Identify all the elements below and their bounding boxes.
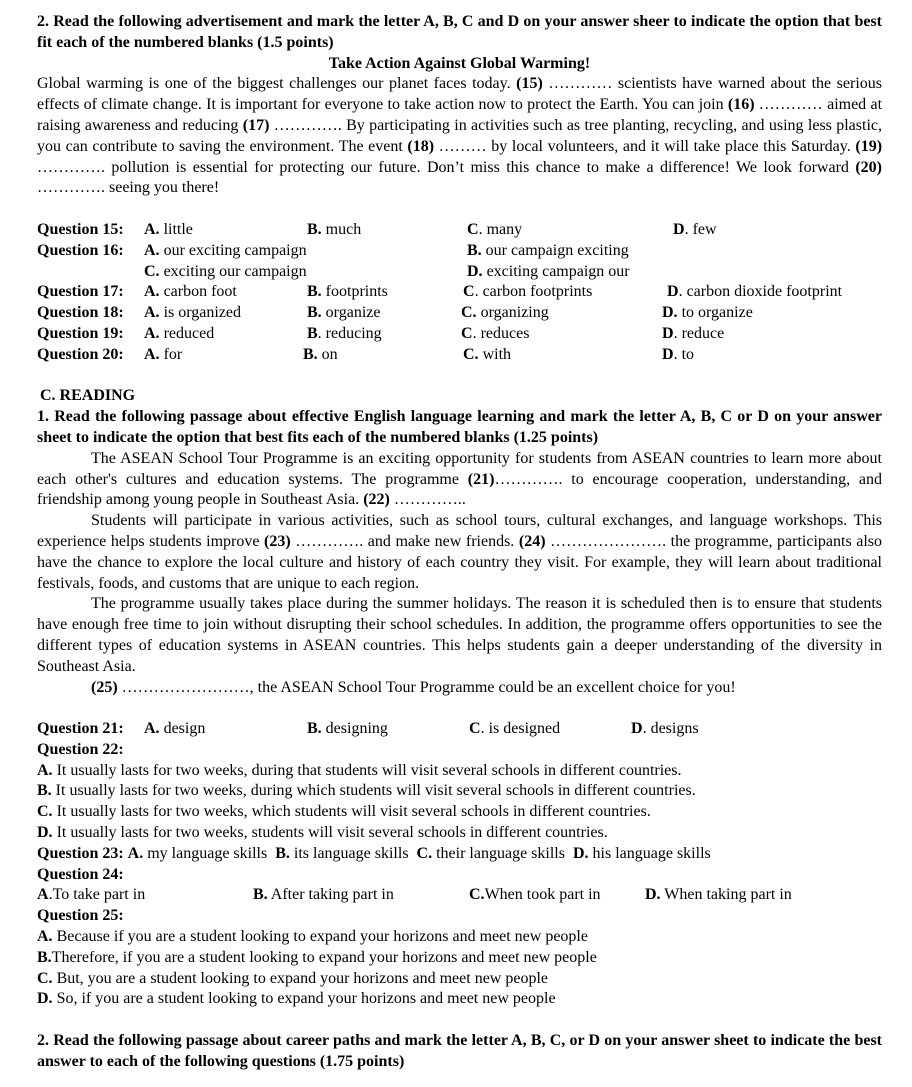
blank-19-number: (19): [855, 137, 883, 155]
question-label: Question 18:: [37, 304, 124, 322]
blank-15-number: (15): [516, 75, 543, 93]
option-d[interactable]: D. his language skills: [572, 844, 711, 862]
advert-text-segment: ……… by local volunteers, and it will take place this Saturday.: [434, 137, 856, 155]
option-b[interactable]: B. organize: [307, 304, 381, 322]
blank-24-number: (24): [518, 532, 546, 550]
option-c[interactable]: C. their language skills: [416, 844, 573, 862]
advert-text-segment: …………. pollution is essential for protecting our future. Don’t miss this chance to make a difference! We look forward: [37, 158, 856, 176]
option-c[interactable]: C. with: [463, 345, 512, 363]
question-16-row-2: [37, 262, 882, 283]
option-c[interactable]: C. organizing: [461, 304, 549, 322]
advert-title: Take Action Against Global Warming!: [328, 54, 591, 72]
option-c[interactable]: C.When took part in: [469, 886, 601, 904]
option-a[interactable]: A. carbon foot: [144, 283, 237, 301]
option-c[interactable]: C. carbon footprints: [463, 283, 593, 301]
blank-16-number: (16): [727, 96, 755, 114]
blank-25-number: (25): [91, 678, 118, 696]
question-19: [37, 324, 882, 345]
question-25-label: Question 25:: [37, 907, 124, 925]
option-c[interactable]: C. reduces: [461, 324, 530, 342]
reading-instruction: 1. Read the following passage about effective English language learning and mark the letter A, B, C or D on your answer sheet to indicate the option that best fits each of the numbered blanks (1.25 points): [37, 408, 882, 446]
question-label: Question 17:: [37, 283, 124, 301]
option-b[interactable]: B. on: [303, 345, 338, 363]
question-24-options: [37, 885, 882, 906]
blank-18-number: (18): [407, 137, 435, 155]
reading-paragraph-1: The ASEAN School Tour Programme is an exciting opportunity for students from ASEAN countries to learn more about each other's cultures and education systems. The programme (21)…………. to encourage cooperation, understanding, and friendship among young people in Southeast Asia. (22) …………..: [37, 449, 882, 509]
question-21: [37, 719, 882, 740]
advert-text-segment: Global warming is one of the biggest challenges our planet faces today.: [37, 75, 517, 93]
spacer: [37, 1010, 882, 1031]
advert-text: [37, 74, 882, 199]
option-b[interactable]: B. footprints: [307, 283, 388, 301]
option-b[interactable]: B.Therefore, if you are a student looking to expand your horizons and meet new people: [37, 948, 597, 966]
option-b[interactable]: B. After taking part in: [253, 886, 394, 904]
blank-23-number: (23): [264, 532, 291, 550]
option-a[interactable]: A. It usually lasts for two weeks, during that students will visit several schools in different countries.: [37, 761, 682, 779]
question-23: [37, 844, 882, 865]
blank-20-number: (20): [855, 158, 882, 176]
option-c[interactable]: C. many: [467, 220, 523, 238]
question-22-label: Question 22:: [37, 740, 124, 758]
question-label: Question 20:: [37, 345, 124, 363]
option-b[interactable]: B. our campaign exciting: [467, 241, 629, 259]
reading-paragraph-2: Students will participate in various activities, such as school tours, cultural exchanges, and language workshops. This experience helps students improve (23) …………. and make new friends. (24) …………………. the programme, participants also have the chance to explore the local culture and history of each country they visit. For example, they will learn about traditional festivals, foods, and customs that are unique to each region.: [37, 512, 882, 592]
career-paths-instruction: 2. Read the following passage about career paths and mark the letter A, B, C, or D on your answer sheet to indicate the best answer to each of the following questions (1.75 points): [37, 1032, 882, 1070]
question-16: [37, 241, 882, 262]
option-d[interactable]: D. designs: [631, 720, 699, 738]
option-b[interactable]: B. much: [307, 220, 362, 238]
advert-text-segment: ………… aimed at raising awareness and reducing: [37, 96, 883, 134]
option-c[interactable]: C. exciting our campaign: [144, 262, 307, 280]
question-17: [37, 282, 882, 303]
section-heading-reading: C. READING: [40, 387, 136, 405]
spacer: [37, 199, 882, 220]
question-label: Question 19:: [37, 324, 124, 342]
option-d[interactable]: D. So, if you are a student looking to expand your horizons and meet new people: [37, 990, 556, 1008]
question-label: Question 16:: [37, 241, 124, 259]
option-b[interactable]: B. reducing: [307, 324, 382, 342]
option-d[interactable]: D. to: [662, 345, 695, 363]
spacer: [37, 366, 882, 387]
option-a[interactable]: A. for: [144, 345, 183, 363]
advert-text-segment: …………. By participating in activities such as tree planting, recycling, and using less plastic, you can contribute to saving the environment. The event: [37, 116, 882, 155]
reading-paragraph-3: The programme usually takes place during the summer holidays. The reason it is scheduled then is to ensure that students have enough free time to join without disrupting their school schedules. In addition, the programme offers opportunities to see the different types of education systems in ASEAN countries. This helps students gain a deeper understanding of the diversity in Southeast Asia.: [37, 595, 882, 675]
question-label: Question 21:: [37, 720, 124, 738]
option-a[interactable]: A. is organized: [144, 304, 242, 322]
option-a[interactable]: A.To take part in: [37, 886, 146, 904]
option-c[interactable]: C. is designed: [469, 720, 561, 738]
option-d[interactable]: D. reduce: [662, 324, 725, 342]
option-b[interactable]: B. designing: [307, 720, 388, 738]
question-20: [37, 345, 882, 366]
option-c[interactable]: C. It usually lasts for two weeks, which students will visit several schools in different countries.: [37, 803, 651, 821]
question-label: Question 15:: [37, 220, 124, 238]
option-a[interactable]: A. design: [144, 720, 206, 738]
question-label: Question 23:: [37, 844, 124, 862]
advert-text-segment: …………. seeing you there!: [37, 179, 220, 197]
blank-22-number: (22): [363, 491, 390, 509]
option-d[interactable]: D. When taking part in: [645, 886, 792, 904]
option-d[interactable]: D. exciting campaign our: [467, 262, 630, 280]
option-a[interactable]: A. reduced: [144, 324, 215, 342]
blank-17-number: (17): [242, 116, 270, 134]
option-c[interactable]: C. But, you are a student looking to expand your horizons and meet new people: [37, 969, 548, 987]
option-b[interactable]: B. its language skills: [275, 844, 417, 862]
reading-paragraph-4: (25) ……………………, the ASEAN School Tour Programme could be an excellent choice for you!: [91, 678, 736, 696]
blank-21-number: (21): [467, 470, 495, 488]
advert-text-segment: ………… scientists have warned about the serious effects of climate change. It is important for everyone to take action now to protect the Earth. You can join: [37, 75, 883, 114]
advert-instruction: 2. Read the following advertisement and mark the letter A, B, C and D on your answer sheer to indicate the option that best fit each of the numbered blanks (1.5 points): [37, 13, 882, 51]
option-a[interactable]: A. our exciting campaign: [144, 241, 307, 259]
option-d[interactable]: D. to organize: [662, 304, 753, 322]
spacer: [37, 698, 882, 719]
option-b[interactable]: B. It usually lasts for two weeks, during which students will visit several schools in different countries.: [37, 782, 696, 800]
question-24-label: Question 24:: [37, 865, 124, 883]
option-d[interactable]: D. few: [673, 220, 717, 238]
question-18: [37, 303, 882, 324]
option-a[interactable]: A. Because if you are a student looking to expand your horizons and meet new people: [37, 928, 588, 946]
option-a[interactable]: A. my language skills: [127, 844, 276, 862]
question-15: [37, 220, 882, 241]
option-d[interactable]: D. carbon dioxide footprint: [667, 283, 843, 301]
option-a[interactable]: A. little: [144, 220, 193, 238]
option-d[interactable]: D. It usually lasts for two weeks, students will visit several schools in different countries.: [37, 824, 608, 842]
